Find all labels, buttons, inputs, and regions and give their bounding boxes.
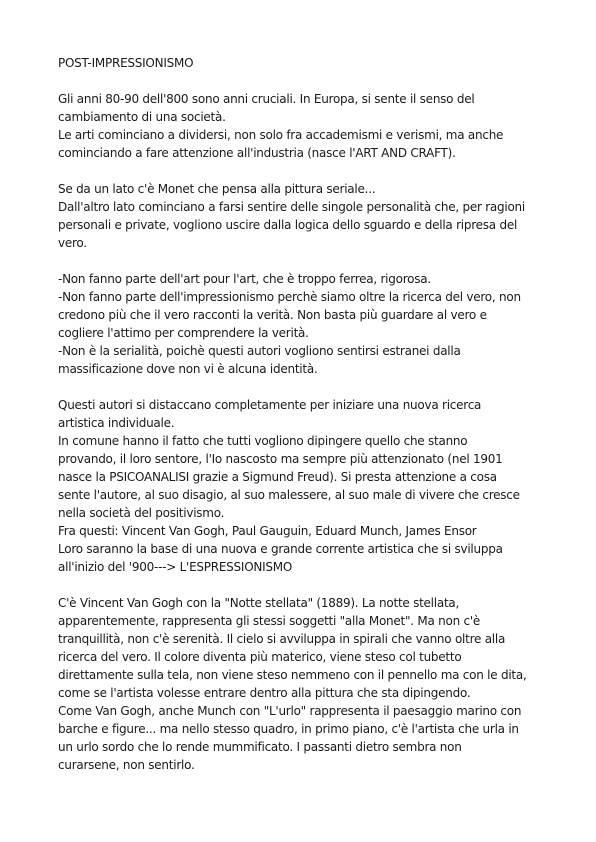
document-title: POST-IMPRESSIONISMO <box>58 56 194 70</box>
text-line: Fra questi: Vincent Van Gogh, Paul Gauguin, Eduard Munch, James Ensor <box>58 524 477 538</box>
text-line: In comune hanno il fatto che tutti vogliono dipingere quello che stanno <box>58 434 468 448</box>
text-line: all'inizio del '900---> L'ESPRESSIONISMO <box>58 560 293 574</box>
text-line: ricerca del vero. Il colore diventa più materico, viene steso col tubetto <box>58 650 462 664</box>
text-line: Loro saranno la base di una nuova e grande corrente artistica che si sviluppa <box>58 542 503 556</box>
paragraph-list <box>58 270 554 378</box>
text-line: tranquillità, non c'è serenità. Il cielo si avviluppa in spirali che vanno oltre alla <box>58 632 506 646</box>
paragraph-authors <box>58 396 554 576</box>
text-line: vero. <box>58 236 87 250</box>
text-line: nasce la PSICOANALISI grazie a Sigmund Freud). Si presta attenzione a cosa <box>58 470 497 484</box>
text-line: barche e figure... ma nello stesso quadro, in primo piano, c'è l'artista che urla in <box>58 722 519 736</box>
paragraph-van-gogh-munch <box>58 594 554 774</box>
text-line: -Non è la serialità, poichè questi autori vogliono sentirsi estranei dalla <box>58 344 461 358</box>
text-line: provando, il loro sentore, l'Io nascosto ma sempre più attenzionato (nel 1901 <box>58 452 503 466</box>
text-line: credono più che il vero racconti la verità. Non basta più guardare al vero e <box>58 308 487 322</box>
paragraph-monet <box>58 180 554 252</box>
text-line: curarsene, non sentirlo. <box>58 758 195 772</box>
text-line: sente l'autore, al suo disagio, al suo malessere, al suo male di vivere che cresce <box>58 488 520 502</box>
text-line: Dall'altro lato cominciano a farsi sentire delle singole personalità che, per ragioni <box>58 200 525 214</box>
text-line: cambiamento di una società. <box>58 110 226 124</box>
text-line: Questi autori si distaccano completamente per iniziare una nuova ricerca <box>58 398 482 412</box>
text-line: Se da un lato c'è Monet che pensa alla pittura seriale... <box>58 182 376 196</box>
text-line: un urlo sordo che lo rende mummificato. I passanti dietro sembra non <box>58 740 462 754</box>
text-line: direttamente sulla tela, non viene steso nemmeno con il pennello ma con le dita, <box>58 668 527 682</box>
text-line: Le arti cominciano a dividersi, non solo fra accademismi e verismi, ma anche <box>58 128 504 142</box>
text-line: C'è Vincent Van Gogh con la "Notte stellata" (1889). La notte stellata, <box>58 596 460 610</box>
text-line: artistica individuale. <box>58 416 175 430</box>
text-line: massificazione dove non vi è alcuna identità. <box>58 362 318 376</box>
text-line: come se l'artista volesse entrare dentro alla pittura che sta dipingendo. <box>58 686 471 700</box>
text-line: personali e private, vogliono uscire dalla logica dello sguardo e della ripresa del <box>58 218 518 232</box>
document-page <box>58 54 554 792</box>
text-line: cominciando a fare attenzione all'industria (nasce l'ART AND CRAFT). <box>58 146 456 160</box>
text-line: nella società del positivismo. <box>58 506 225 520</box>
text-line: apparentemente, rappresenta gli stessi soggetti "alla Monet". Ma non c'è <box>58 614 481 628</box>
text-line: Gli anni 80-90 dell'800 sono anni cruciali. In Europa, si sente il senso del <box>58 92 475 106</box>
text-line: -Non fanno parte dell'art pour l'art, che è troppo ferrea, rigorosa. <box>58 272 431 286</box>
text-line: -Non fanno parte dell'impressionismo perchè siamo oltre la ricerca del vero, non <box>58 290 521 304</box>
text-line: Come Van Gogh, anche Munch con "L'urlo" rappresenta il paesaggio marino con <box>58 704 522 718</box>
paragraph-intro <box>58 90 554 162</box>
text-line: cogliere l'attimo per comprendere la verità. <box>58 326 309 340</box>
